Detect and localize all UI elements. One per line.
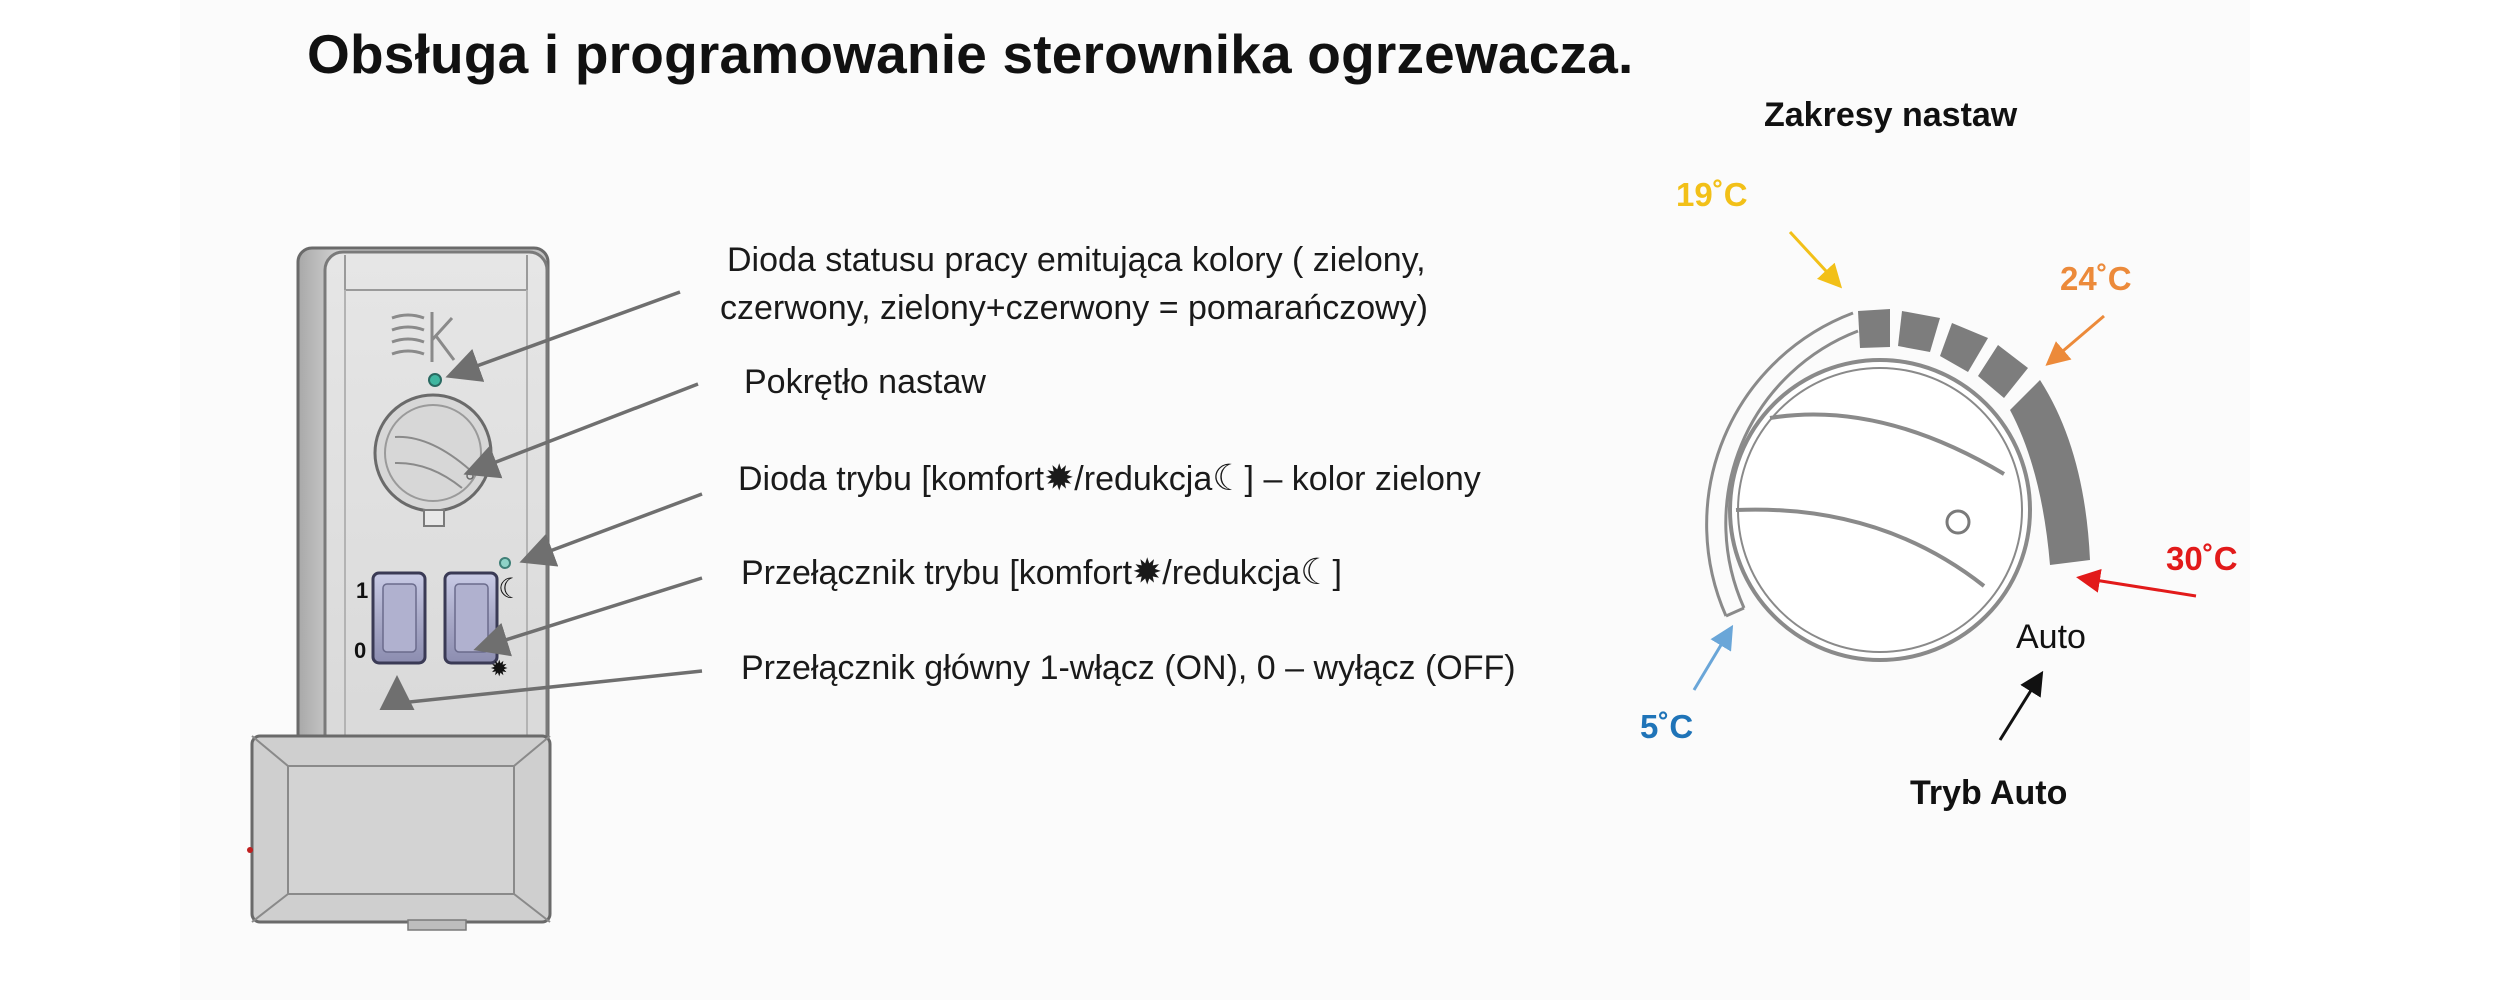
sun-icon: ✹ [1044, 457, 1075, 498]
moon-icon: ☾ [1212, 457, 1245, 498]
switch-on-label: 1 [356, 578, 369, 603]
setting-dial [1707, 309, 2090, 660]
auto-label: Auto [2016, 618, 2086, 656]
arrow-30 [2082, 578, 2196, 596]
temp-19-label: 19˚C [1676, 176, 1748, 213]
annotation-mode-switch [741, 548, 1342, 597]
arrow-auto [2000, 676, 2040, 740]
annotation-mode-led [738, 454, 1481, 503]
arrow-24 [2050, 316, 2104, 362]
main-switch[interactable] [373, 573, 425, 663]
temp-30-label: 30˚C [2166, 540, 2238, 577]
sun-icon: ✹ [490, 656, 509, 681]
annotation-mode-led-middle: /redukcja [1074, 460, 1213, 498]
temp-24-label: 24˚C [2060, 260, 2132, 297]
mode-switch[interactable] [445, 573, 497, 663]
mode-led [500, 558, 510, 568]
annotation-status-led-line1: Dioda statusu pracy emitująca kolory ( zielony, [727, 241, 1426, 279]
annotation-mode-switch-middle: /redukcja [1162, 554, 1301, 592]
moon-icon: ☾ [1300, 551, 1333, 592]
temp-5-label: 5˚C [1640, 708, 1694, 745]
status-led [429, 374, 441, 386]
arrow-5 [1694, 630, 1730, 690]
annotation-mode-switch-prefix: Przełącznik trybu [komfort [741, 554, 1133, 592]
annotation-main-switch: Przełącznik główny 1-włącz (ON), 0 – wyłącz (OFF) [741, 649, 1516, 687]
dial-heading: Zakresy nastaw [1764, 96, 2018, 134]
arrow-19 [1790, 232, 1838, 284]
switch-off-label: 0 [354, 638, 367, 663]
sun-icon: ✹ [1132, 551, 1163, 592]
annotation-mode-led-suffix: ] – kolor zielony [1244, 460, 1481, 498]
annotation-mode-switch-suffix: ] [1332, 554, 1342, 592]
annotation-mode-led-prefix: Dioda trybu [komfort [738, 460, 1045, 498]
annotation-status-led-line2: czerwony, zielony+czerwony = pomarańczowy) [720, 289, 1428, 327]
page-title: Obsługa i programowanie sterownika ogrzewacza. [307, 23, 1634, 85]
annotation-setting-knob: Pokrętło nastaw [744, 363, 986, 401]
auto-mode-label: Tryb Auto [1910, 774, 2068, 812]
moon-icon: ☾ [498, 573, 524, 604]
